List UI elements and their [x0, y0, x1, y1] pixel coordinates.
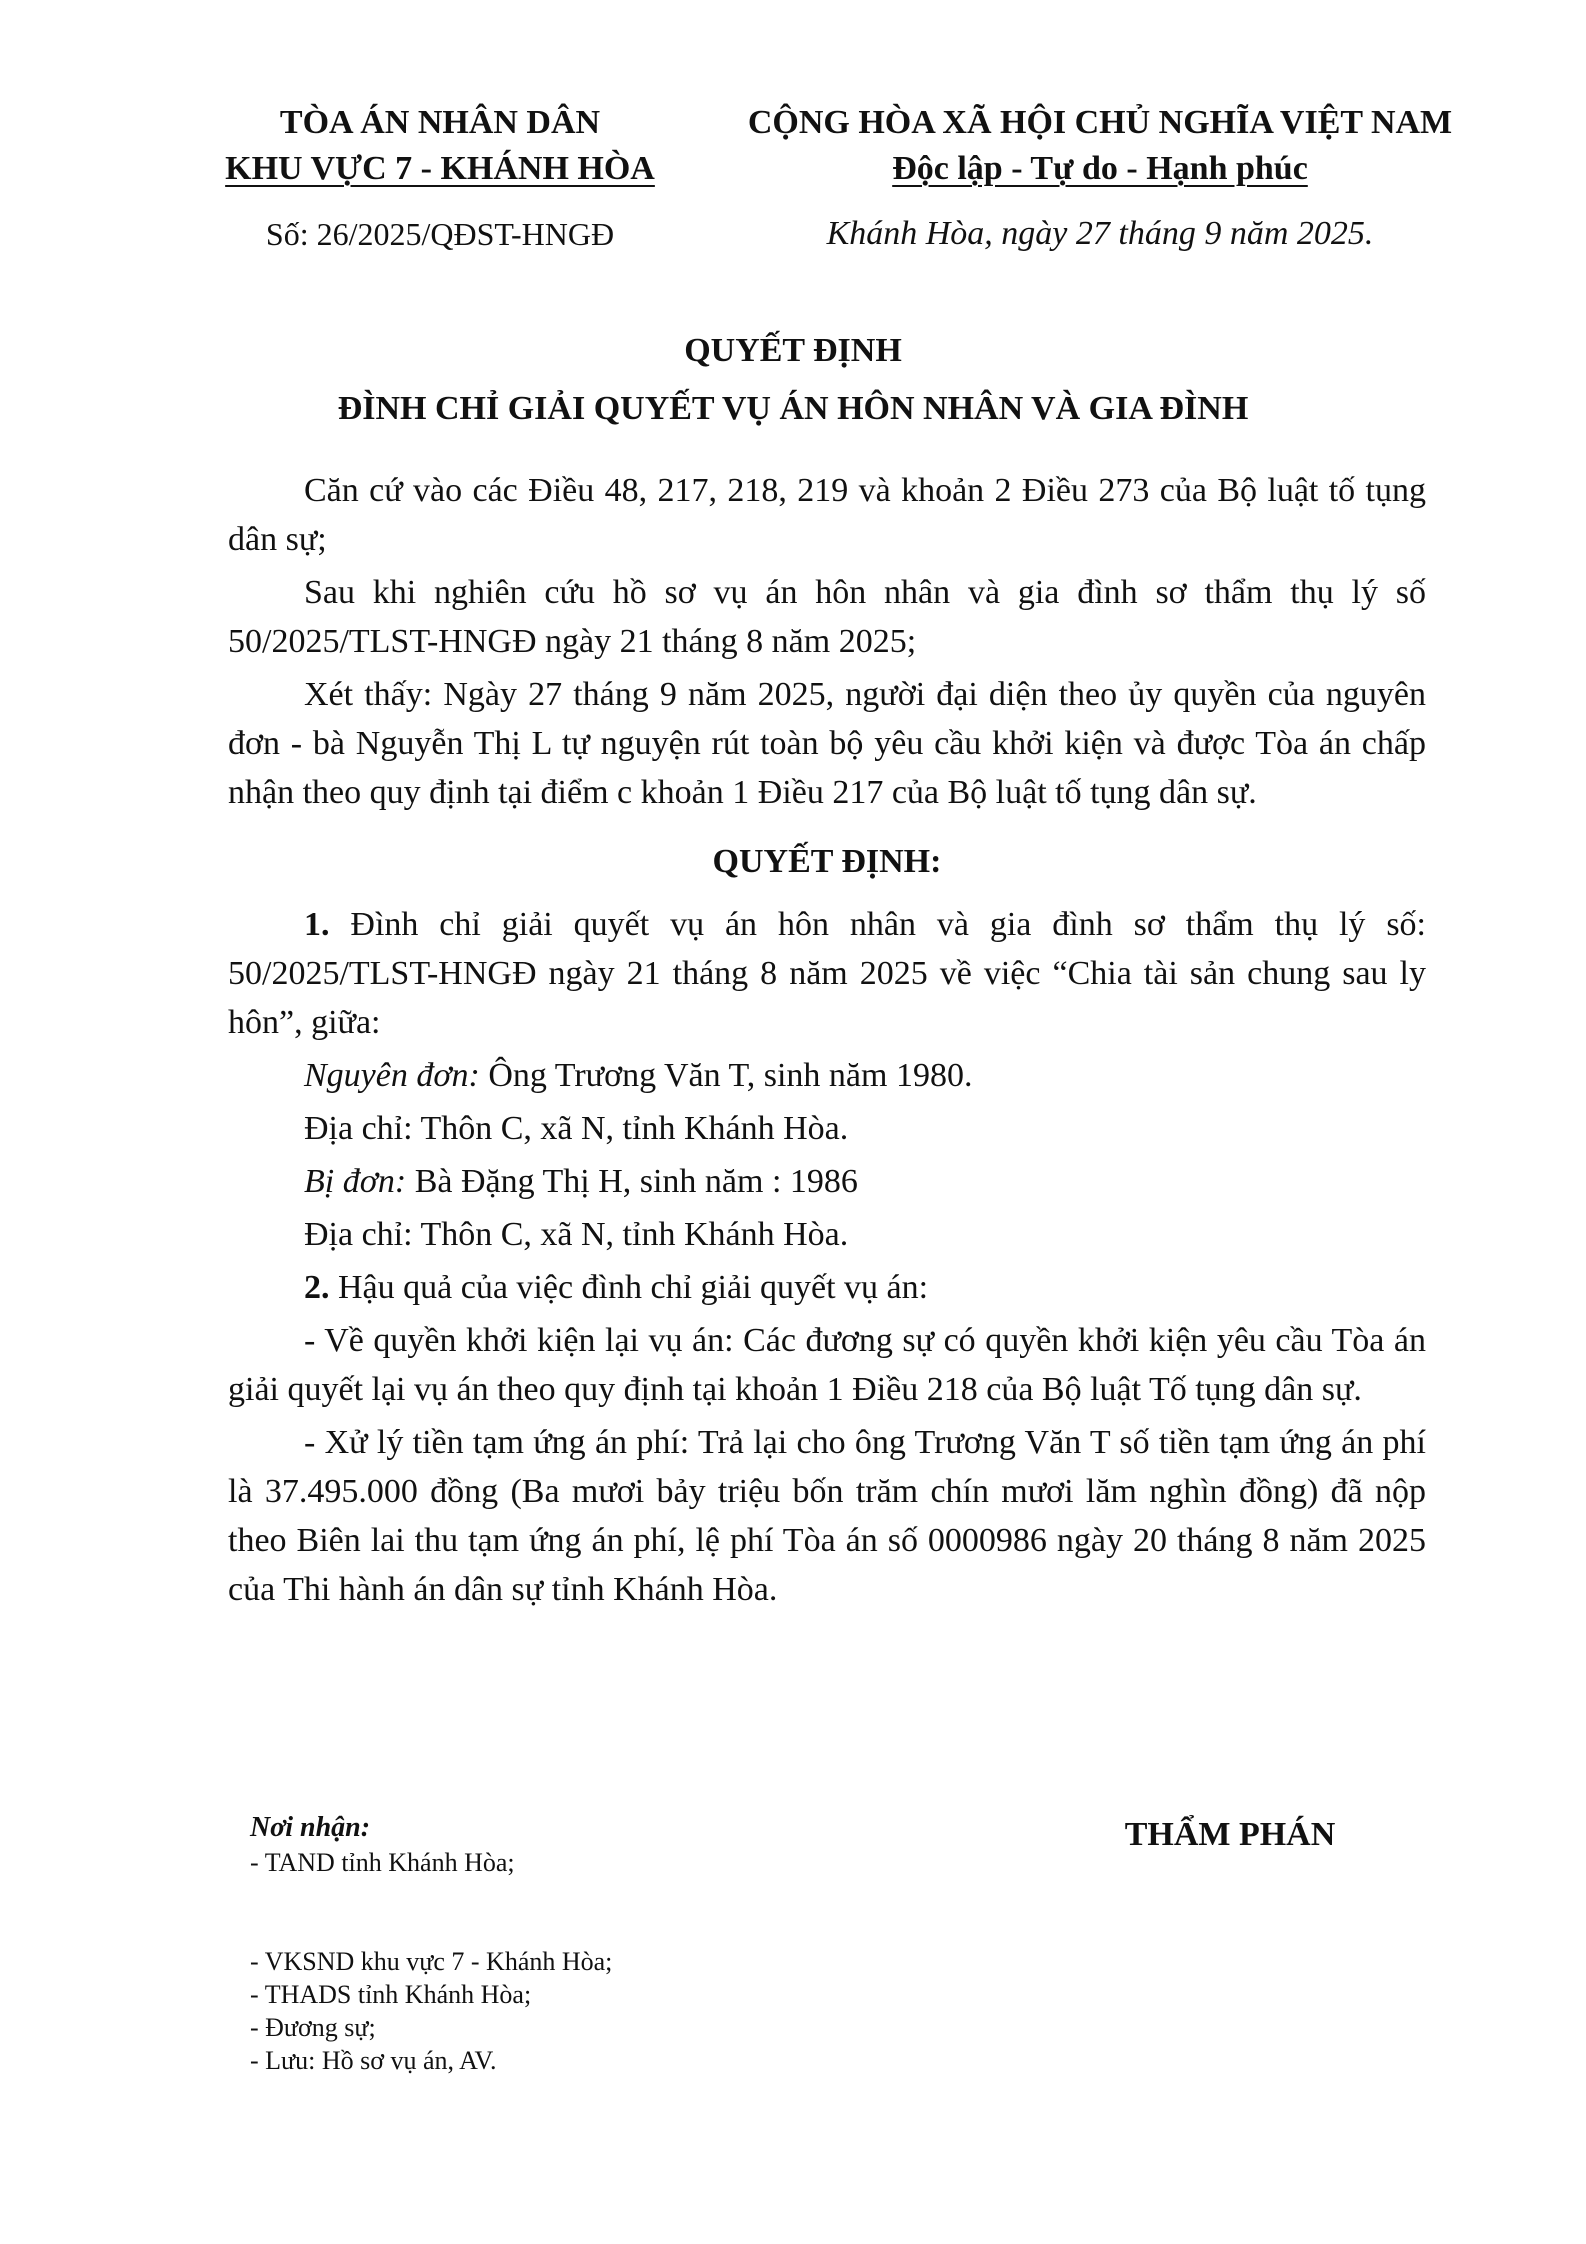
defendant-label: Bị đơn:	[304, 1163, 407, 1200]
recipients-spacer	[250, 1879, 850, 1945]
court-region-text: KHU VỰC 7 - KHÁNH HÒA	[225, 150, 655, 187]
decision-item-2b: - Xử lý tiền tạm ứng án phí: Trả lại cho ông Trương Văn T số tiền tạm ứng án phí là 37.495.000 đồng (Ba mươi bảy triệu bốn trăm chín mươi lăm nghìn đồng) đã nộp theo Biên lai thu tạm ứng án phí, lệ phí Tòa án số 0000986 ngày 20 tháng 8 năm 2025 của Thi hành án dân sự tỉnh Khánh Hòa.	[228, 1424, 1426, 1608]
place-and-date: Khánh Hòa, ngày 27 tháng 9 năm 2025.	[826, 215, 1374, 252]
document-body	[228, 466, 1426, 1618]
decision-heading: QUYẾT ĐỊNH:	[712, 843, 942, 880]
recipients-block	[250, 1810, 850, 2077]
court-region	[180, 146, 700, 192]
recipients-title: Nơi nhận:	[250, 1812, 371, 1843]
decision-reference-number: Số: 26/2025/QĐST-HNGĐ	[265, 216, 615, 252]
preamble-paragraph-3: Xét thấy: Ngày 27 tháng 9 năm 2025, người đại diện theo ủy quyền của nguyên đơn - bà Nguyễn Thị L tự nguyện rút toàn bộ yêu cầu khởi kiện và được Tòa án chấp nhận theo quy định tại điểm c khoản 1 Điều 217 của Bộ luật tố tụng dân sự.	[228, 676, 1426, 811]
defendant-value: Bà Đặng Thị H, sinh năm : 1986	[414, 1163, 858, 1200]
defendant-address: Địa chỉ: Thôn C, xã N, tỉnh Khánh Hòa.	[304, 1216, 849, 1253]
decision-item-1	[228, 900, 1426, 1047]
national-motto	[700, 146, 1500, 192]
decision-item-2a: - Về quyền khởi kiện lại vụ án: Các đương sự có quyền khởi kiện yêu cầu Tòa án giải quyết lại vụ án theo quy định tại khoản 1 Điều 218 của Bộ luật Tố tụng dân sự.	[228, 1322, 1426, 1408]
preamble-paragraph-1: Căn cứ vào các Điều 48, 217, 218, 219 và khoản 2 Điều 273 của Bộ luật tố tụng dân sự;	[228, 472, 1426, 558]
plaintiff-label: Nguyên đơn:	[304, 1057, 480, 1094]
document-subtitle: ĐÌNH CHỈ GIẢI QUYẾT VỤ ÁN HÔN NHÂN VÀ GIA ĐÌNH	[337, 390, 1249, 427]
recipient-item: - Lưu: Hồ sơ vụ án, AV.	[250, 2046, 497, 2075]
national-title: CỘNG HÒA XÃ HỘI CHỦ NGHĨA VIỆT NAM	[747, 104, 1453, 141]
plaintiff-line	[228, 1051, 1426, 1100]
recipient-item: - THADS tỉnh Khánh Hòa;	[250, 1980, 532, 2009]
decision-item-2-number: 2.	[304, 1269, 330, 1306]
judge-signature-title: THẨM PHÁN	[1124, 1816, 1336, 1853]
court-header	[180, 100, 700, 256]
national-motto-text: Độc lập - Tự do - Hạnh phúc	[892, 150, 1308, 187]
court-name: TÒA ÁN NHÂN DÂN	[279, 104, 601, 141]
recipient-item: - VKSND khu vực 7 - Khánh Hòa;	[250, 1947, 613, 1976]
decision-item-1-number: 1.	[304, 906, 330, 943]
decision-item-1-text: Đình chỉ giải quyết vụ án hôn nhân và gia đình sơ thẩm thụ lý số: 50/2025/TLST-HNGĐ ngày 21 tháng 8 năm 2025 về việc “Chia tài sản chung sau ly hôn”, giữa:	[228, 906, 1427, 1041]
document-title: QUYẾT ĐỊNH	[684, 332, 902, 369]
national-header	[700, 100, 1500, 256]
defendant-line	[228, 1157, 1426, 1206]
decision-item-2-text: Hậu quả của việc đình chỉ giải quyết vụ án:	[338, 1269, 929, 1306]
plaintiff-address: Địa chỉ: Thôn C, xã N, tỉnh Khánh Hòa.	[304, 1110, 849, 1147]
preamble-paragraph-2: Sau khi nghiên cứu hồ sơ vụ án hôn nhân và gia đình sơ thẩm thụ lý số 50/2025/TLST-HNGĐ ngày 21 tháng 8 năm 2025;	[228, 574, 1426, 660]
recipient-item: - TAND tỉnh Khánh Hòa;	[250, 1848, 515, 1877]
plaintiff-value: Ông Trương Văn T, sinh năm 1980.	[488, 1057, 973, 1094]
decision-item-2	[228, 1263, 1426, 1312]
recipient-item: - Đương sự;	[250, 2013, 376, 2042]
